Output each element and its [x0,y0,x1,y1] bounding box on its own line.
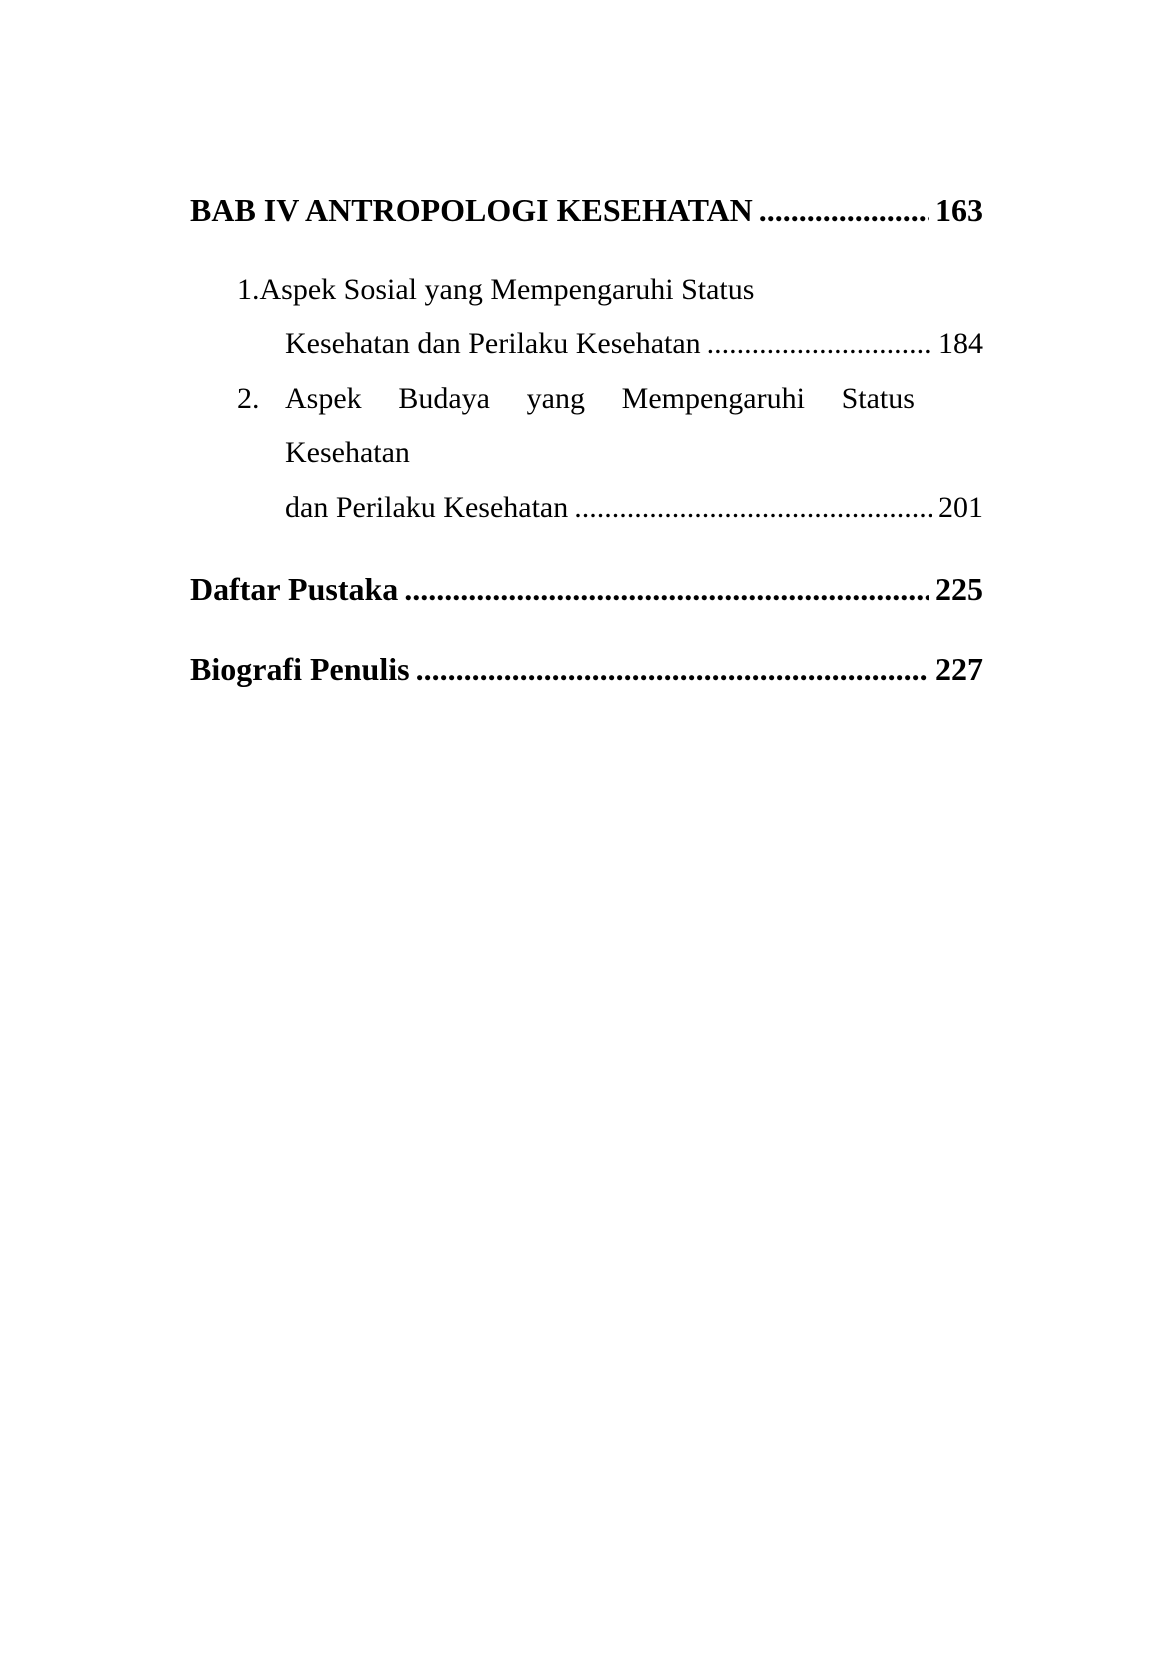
toc-entry-item2[interactable] [285,488,983,528]
toc-page-number: 227 [935,651,983,687]
dot-leader [404,569,929,609]
dot-leader [759,190,929,230]
toc-page-number: 163 [935,192,983,228]
dot-leader [574,488,932,528]
toc-word: Mempengaruhi [621,382,805,415]
toc-page-number: 201 [938,491,983,524]
toc-page-number: 225 [935,571,983,607]
toc-word: yang [526,382,585,415]
toc-entry-item2-line1 [285,379,915,419]
toc-entry-title: Kesehatan [285,436,410,469]
toc-entry-biography[interactable] [190,649,983,689]
toc-entry-title: Biografi Penulis [190,651,410,687]
toc-entry-title: Kesehatan dan Perilaku Kesehatan [285,327,701,360]
toc-word: Budaya [398,382,490,415]
toc-entry-title: BAB IV ANTROPOLOGI KESEHATAN [190,192,753,228]
dot-leader [416,649,929,689]
toc-entry-bibliography[interactable] [190,569,983,609]
toc-item-number: 2. [237,382,260,415]
toc-page-number: 184 [938,327,983,360]
toc-entry-title: 1.Aspek Sosial yang Mempengaruhi Status [237,273,755,306]
toc-entry-chapter[interactable] [190,190,983,230]
toc-entry-item1[interactable] [285,324,983,364]
toc-entry-item2-line2 [285,433,585,473]
toc-entry-item1-line1 [237,270,937,310]
toc-word: Status [841,382,915,415]
dot-leader [707,324,932,364]
toc-entry-title: Daftar Pustaka [190,571,399,607]
toc-entry-title: dan Perilaku Kesehatan [285,491,569,524]
toc-entry-item2-number [237,379,277,419]
toc-word: Aspek [285,382,362,415]
